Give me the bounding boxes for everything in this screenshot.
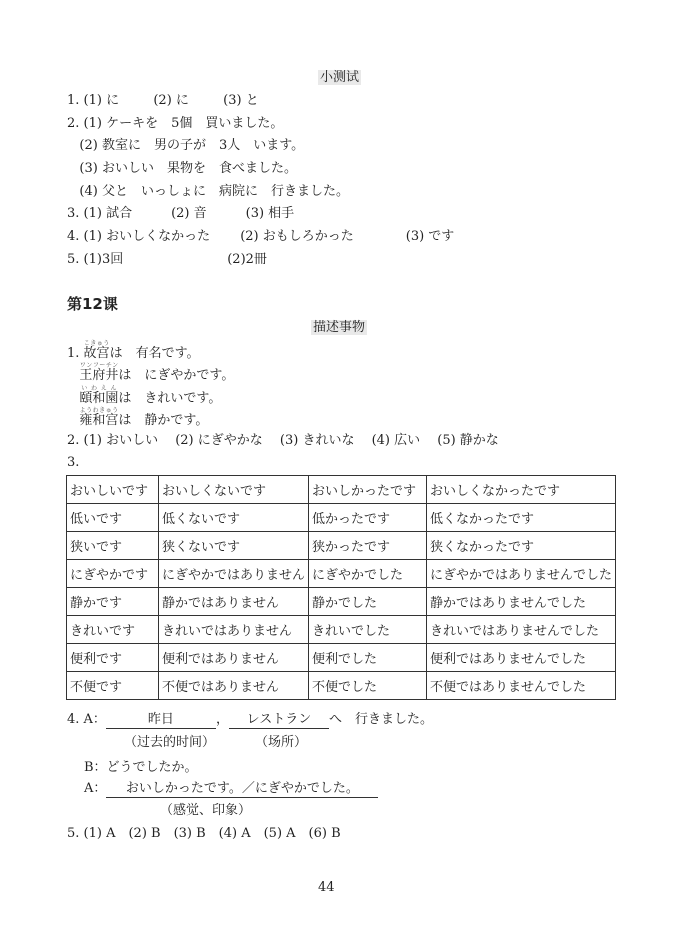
blank-place: レストラン: [229, 712, 329, 729]
table-cell: 狭くないです: [159, 532, 309, 560]
table-cell: 低かったです: [309, 504, 427, 532]
q1-line: 1. 故宫こきゅうは 有名です。: [67, 340, 200, 361]
ruby-word: 頤和園いわえん: [79, 385, 119, 406]
table-cell: おいしかったです: [309, 476, 427, 504]
q1-line: 王府井ワンフーチンは にぎやかです。: [79, 362, 235, 383]
table-row: [67, 532, 616, 560]
table-cell: にぎやかではありませんでした: [427, 560, 616, 588]
table-row: [67, 616, 616, 644]
table-cell: にぎやかではありません: [159, 560, 309, 588]
table-cell: 便利です: [67, 644, 159, 672]
q5-line: 5. (1) A (2) B (3) B (4) A (5) A (6) B: [67, 826, 341, 841]
ruby-word: 雍和宫ようわきゅう: [79, 407, 119, 428]
q1-line: 頤和園いわえんは きれいです。: [79, 385, 222, 406]
conjugation-table: [66, 475, 616, 700]
quiz-line: 1. (1) に (2) に (3) と: [67, 93, 259, 108]
table-row: [67, 504, 616, 532]
table-row: [67, 560, 616, 588]
hint-time: （过去的时间）: [124, 735, 216, 750]
table-cell: 便利ではありません: [159, 644, 309, 672]
quiz-line: (3) おいしい 果物を 食べました。: [67, 161, 297, 176]
table-cell: 狭かったです: [309, 532, 427, 560]
hint-place: （场所）: [255, 735, 308, 750]
table-cell: にぎやかでした: [309, 560, 427, 588]
table-row: [67, 476, 616, 504]
table-cell: きれいでした: [309, 616, 427, 644]
table-cell: にぎやかです: [67, 560, 159, 588]
table-cell: きれいではありません: [159, 616, 309, 644]
quiz-line: 5. (1)3回 (2)2冊: [67, 252, 267, 267]
blank-time: 昨日: [106, 712, 216, 729]
q3-label: 3.: [67, 455, 80, 470]
quiz-line: (2) 教室に 男の子が 3人 います。: [67, 138, 305, 153]
table-cell: きれいです: [67, 616, 159, 644]
table-cell: 不便ではありません: [159, 672, 309, 700]
hint-impression: （感觉、印象）: [160, 803, 252, 818]
table-cell: 便利ではありませんでした: [427, 644, 616, 672]
quiz-line: 2. (1) ケーキを 5個 買いました。: [67, 116, 284, 131]
table-cell: 低いです: [67, 504, 159, 532]
q4-b-line: B：どうでしたか。: [84, 760, 198, 775]
lesson-title: 描述事物: [313, 320, 366, 335]
table-row: [67, 588, 616, 616]
quiz-title: 小测试: [320, 70, 360, 85]
table-row: [67, 672, 616, 700]
table-cell: おいしいです: [67, 476, 159, 504]
quiz-line: 3. (1) 試合 (2) 音 (3) 相手: [67, 206, 295, 221]
ruby-word: 故宫こきゅう: [83, 340, 110, 361]
table-cell: おいしくなかったです: [427, 476, 616, 504]
q4-a2-line: A： おいしかったです。／にぎやかでした。: [84, 781, 378, 798]
ruby-word: 王府井ワンフーチン: [79, 362, 119, 383]
quiz-line: (4) 父と いっしょに 病院に 行きました。: [67, 184, 349, 199]
q2-line: 2. (1) おいしい (2) にぎやかな (3) きれいな (4) 広い (5) 静かな: [67, 433, 499, 448]
quiz-line: 4. (1) おいしくなかった (2) おもしろかった (3) です: [67, 229, 455, 244]
table-cell: きれいではありませんでした: [427, 616, 616, 644]
table-cell: 便利でした: [309, 644, 427, 672]
table-cell: 狭いです: [67, 532, 159, 560]
blank-impression: おいしかったです。／にぎやかでした。: [106, 781, 378, 798]
q4-line: 4. A： 昨日 ， レストラン へ 行きました。: [67, 712, 433, 727]
table-cell: 狭くなかったです: [427, 532, 616, 560]
table-cell: 不便ではありませんでした: [427, 672, 616, 700]
table-cell: 静かではありませんでした: [427, 588, 616, 616]
table-cell: おいしくないです: [159, 476, 309, 504]
table-row: [67, 644, 616, 672]
table-cell: 不便でした: [309, 672, 427, 700]
table-cell: 不便です: [67, 672, 159, 700]
table-cell: 静かです: [67, 588, 159, 616]
table-cell: 低くないです: [159, 504, 309, 532]
table-cell: 静かではありません: [159, 588, 309, 616]
lesson-heading: 第12课: [67, 295, 118, 313]
table-cell: 低くなかったです: [427, 504, 616, 532]
table-cell: 静かでした: [309, 588, 427, 616]
page-number: 44: [318, 880, 335, 895]
q1-line: 雍和宫ようわきゅうは 静かです。: [79, 407, 209, 428]
